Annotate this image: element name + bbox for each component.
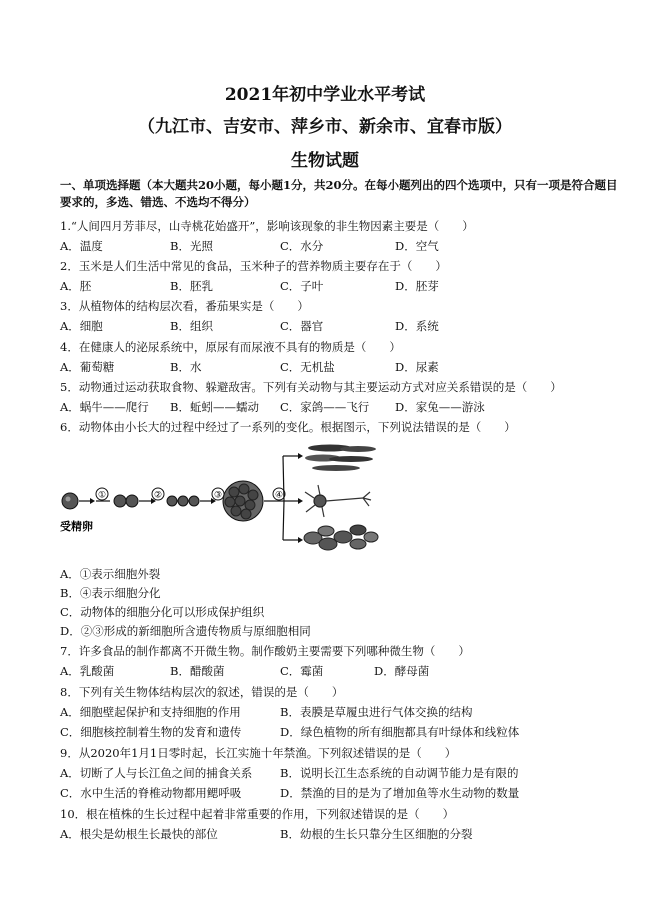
step-label: ③	[213, 490, 223, 501]
option-row	[60, 826, 620, 842]
neuron-body	[314, 495, 326, 507]
option: C．水中生活的脊椎动物都用鳃呼吸	[60, 786, 242, 800]
muscle-cell	[340, 446, 376, 452]
muscle-cell	[312, 465, 360, 471]
cell-differentiation-figure	[58, 440, 388, 560]
option: C．细胞核控制着生物的发育和遗传	[60, 725, 242, 739]
option: B．幼根的生长只靠分生区细胞的分裂	[280, 827, 473, 841]
cell	[241, 509, 251, 519]
cell	[189, 496, 199, 506]
cell	[235, 496, 245, 506]
cell	[245, 500, 255, 510]
blood-cell	[364, 532, 378, 542]
arrow-head	[298, 537, 303, 543]
option: A．胚	[60, 279, 92, 293]
exam-title: 2021年初中学业水平考试	[224, 85, 426, 105]
step-label: ④	[274, 490, 284, 501]
option: D．胚芽	[395, 279, 439, 293]
option-row	[60, 704, 620, 720]
blood-cell	[334, 531, 352, 543]
option: D．酵母菌	[374, 664, 430, 678]
option: C．子叶	[280, 279, 324, 293]
option-row	[60, 318, 620, 334]
zygote-cell	[62, 493, 78, 509]
cell	[239, 484, 249, 494]
section-heading: 一、单项选择题（本大题共20小题，每小题1分，共20分。在每小题列出的四个选项中，只有一项是符合题目要求的，多选、错选、不选均不得分）	[60, 178, 618, 209]
branch-arrow-down	[283, 501, 284, 540]
zygote-label: 受精卵	[60, 520, 93, 533]
option: B．醋酸菌	[170, 664, 225, 678]
question-stem: 3．从植物体的结构层次看，番茄果实是（ ）	[60, 299, 309, 313]
option-row	[60, 663, 620, 679]
cell	[231, 506, 241, 516]
cell	[167, 496, 177, 506]
option: D．绿色植物的所有细胞都具有叶绿体和线粒体	[280, 725, 520, 739]
question-stem: 4．在健康人的泌尿系统中，原尿有而尿液不具有的物质是（ ）	[60, 340, 401, 354]
muscle-cell	[329, 456, 373, 462]
question-stem: 10．根在植株的生长过程中起着非常重要的作用，下列叙述错误的是（ ）	[60, 807, 455, 821]
question-stem: 5．动物通过运动获取食物、躲避敌害。下列有关动物与其主要运动方式对应关系错误的是（ ）	[60, 380, 562, 394]
zygote-nucleus	[66, 497, 71, 502]
axon	[326, 498, 363, 501]
dendrite	[322, 507, 324, 517]
option: D．②③形成的新细胞所含遗传物质与原细胞相同	[60, 624, 311, 638]
step-label: ①	[97, 490, 107, 501]
cell	[248, 490, 258, 500]
option: C．霉菌	[280, 664, 324, 678]
option: D．系统	[395, 319, 439, 333]
option: B．水	[170, 360, 202, 374]
cell	[114, 495, 126, 507]
option: A．细胞	[60, 319, 103, 333]
option: A．①表示细胞外裂	[60, 567, 161, 581]
question-stem: 2．玉米是人们生活中常见的食品，玉米种子的营养物质主要存在于（ ）	[60, 259, 447, 273]
question-stem: 8．下列有关生物体结构层次的叙述，错误的是（ ）	[60, 685, 344, 699]
blood-cell	[318, 526, 334, 536]
question-stem: 7．许多食品的制作都离不开微生物。制作酸奶主要需要下列哪种微生物（ ）	[60, 644, 470, 658]
option-row	[60, 359, 620, 375]
arrow-head	[90, 498, 95, 504]
question-stem: 6．动物体由小长大的过程中经过了一系列的变化。根据图示，下列说法错误的是（ ）	[60, 420, 516, 434]
option: B．说明长江生态系统的自动调节能力是有限的	[280, 766, 519, 780]
option: C．动物体的细胞分化可以形成保护组织	[60, 605, 265, 619]
exam-subject: 生物试题	[291, 151, 359, 171]
option: C．无机盐	[280, 360, 335, 374]
dendrite	[306, 505, 315, 512]
blood-cell	[350, 539, 366, 549]
muscle-cells-image	[305, 445, 376, 472]
option: A．根尖是幼根生长最快的部位	[60, 827, 218, 841]
option: B．④表示细胞分化	[60, 586, 161, 600]
question-stem: 9．从2020年1月1日零时起，长江实施十年禁渔。下列叙述错误的是（ ）	[60, 746, 457, 760]
cell	[126, 495, 138, 507]
option: C．家鸽——飞行	[280, 400, 370, 414]
option: C．水分	[280, 239, 324, 253]
option-row	[60, 724, 620, 740]
neuron-cell-image	[305, 485, 371, 517]
blood-cells-image	[304, 525, 378, 550]
exam-region: （九江市、吉安市、萍乡市、新余市、宜春市版）	[138, 117, 512, 137]
option-row	[60, 765, 620, 781]
arrow-head	[298, 453, 303, 459]
option-row	[60, 238, 620, 254]
blood-cell	[350, 525, 366, 535]
axon-terminal	[363, 492, 370, 498]
option: A．切断了人与长江鱼之间的捕食关系	[60, 766, 253, 780]
cell	[225, 497, 235, 507]
option: D．尿素	[395, 360, 439, 374]
question-stem: 1.“人间四月芳菲尽，山寺桃花始盛开”，影响该现象的非生物因素主要是（ ）	[60, 219, 474, 233]
option: B．胚乳	[170, 279, 213, 293]
option: B．蚯蚓——蠕动	[170, 400, 259, 414]
option: A．蜗牛——爬行	[60, 400, 149, 414]
option-row	[60, 278, 620, 294]
step-label: ②	[153, 490, 163, 501]
arrow-head	[298, 498, 303, 504]
dendrite	[305, 492, 314, 498]
blood-cell	[319, 538, 337, 550]
option: A．葡萄糖	[60, 360, 115, 374]
option: C．器官	[280, 319, 324, 333]
option: B．表膜是草履虫进行气体交换的结构	[280, 705, 473, 719]
option: A．温度	[60, 239, 103, 253]
dendrite	[318, 485, 320, 495]
cell	[178, 496, 188, 506]
option-row	[60, 785, 620, 801]
option: D．禁渔的目的是为了增加鱼等水生动物的数量	[280, 786, 520, 800]
cell	[229, 487, 239, 497]
option-row	[60, 399, 620, 415]
option: B．组织	[170, 319, 213, 333]
option: D．空气	[395, 239, 439, 253]
cell-mass	[223, 481, 263, 521]
option: B．光照	[170, 239, 213, 253]
option: A．乳酸菌	[60, 664, 115, 678]
option: D．家兔——游泳	[395, 400, 485, 414]
option: A．细胞壁起保护和支持细胞的作用	[60, 705, 241, 719]
